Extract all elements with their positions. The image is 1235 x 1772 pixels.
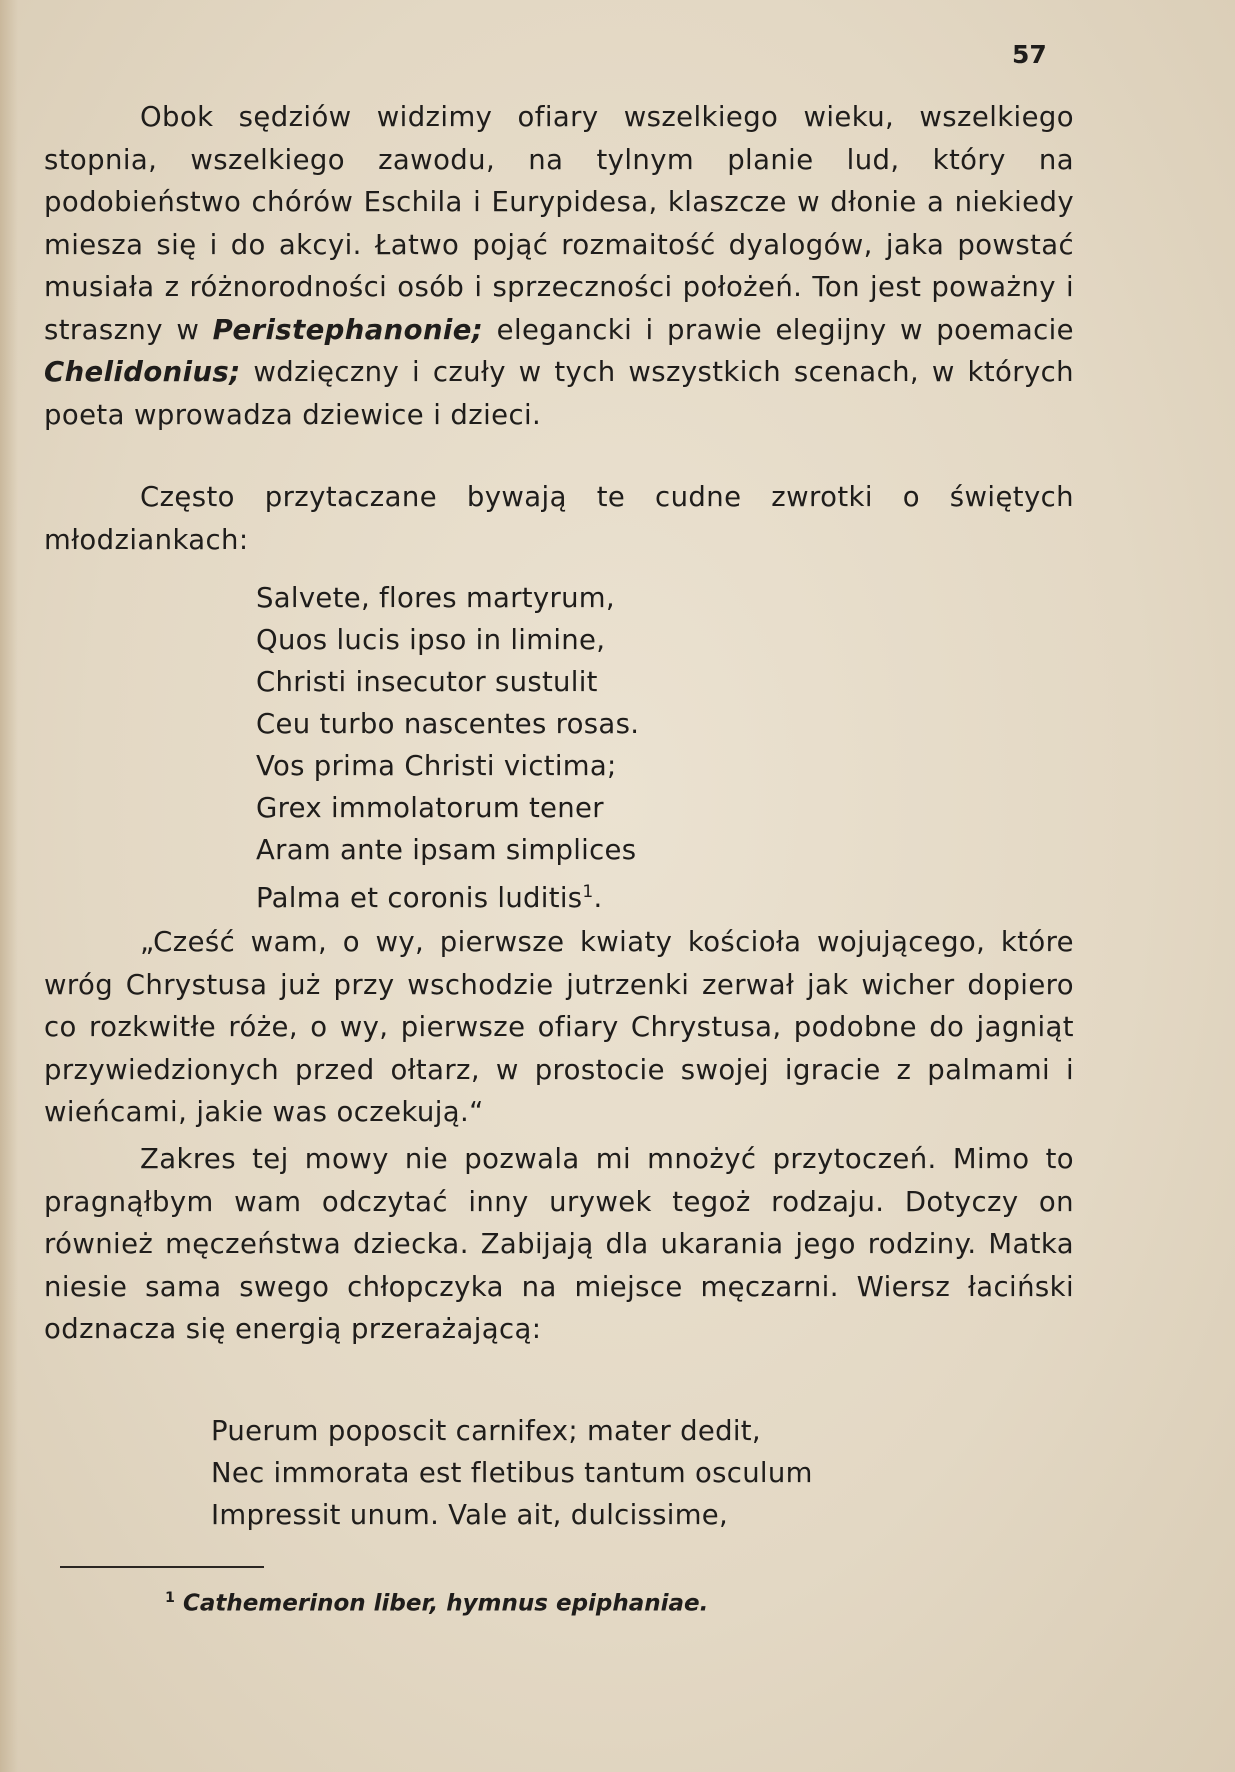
verse-line: Impressit unum. Vale ait, dulcissime, — [211, 1499, 729, 1531]
verse-line-text: Palma et coronis luditis — [256, 882, 583, 915]
paragraph-2-text: Często przytaczane bywają te cudne zwrotki o świętych młodziankach: — [44, 481, 1074, 556]
verse-line: Christi insecutor sustulit — [256, 666, 598, 698]
paragraph-1 — [44, 96, 1074, 436]
verse-line: Aram ante ipsam simplices — [256, 834, 637, 866]
verse-line-last — [256, 871, 639, 919]
verse-line: Salvete, flores martyrum, — [256, 582, 615, 614]
title-peristephanon: Peristephanonie; — [212, 313, 484, 346]
footnote — [165, 1590, 708, 1617]
footnote-text: Cathemerinon liber, hymnus epiphaniae. — [182, 1590, 709, 1617]
paragraph-1-part-3: wdzięczny i czuły w tych wszystkich scenach, w których poeta wprowadza dziewice i dzieci. — [44, 356, 1074, 431]
verse-line: Quos lucis ipso in limine, — [256, 624, 606, 656]
page-edge-shadow — [0, 0, 18, 1772]
footnote-marker: 1 — [165, 1590, 175, 1606]
footnote-reference: 1 — [582, 882, 594, 902]
paragraph-3 — [44, 921, 1074, 1134]
verse-end-punctuation: . — [593, 882, 603, 915]
latin-verse-1 — [256, 577, 639, 919]
verse-line: Vos prima Christi victima; — [256, 750, 617, 782]
paragraph-2 — [44, 476, 1074, 561]
verse-line: Puerum poposcit carnifex; mater dedit, — [211, 1415, 761, 1447]
page-number: 57 — [1012, 40, 1047, 69]
paragraph-3-text: „Cześć wam, o wy, pierwsze kwiaty kościoła wojującego, które wróg Chrystusa już przy wschodzie jutrzenki zerwał jak wicher dopiero co rozkwitłe róże, o wy, pierwsze ofiary Chrystusa, podobne do jagniąt przywiedzionych przed ołtarz, w prostocie swojej igracie z palmami i wieńcami, jakie was oczekują.“ — [44, 926, 1074, 1128]
title-chelidonius: Chelidonius; — [44, 356, 241, 388]
paragraph-1-part-2: elegancki i prawie elegijny w poemacie — [483, 313, 1074, 346]
footnote-divider — [60, 1566, 264, 1568]
verse-line: Ceu turbo nascentes rosas. — [256, 708, 640, 740]
paragraph-4 — [44, 1138, 1074, 1351]
paragraph-1-part-1: Obok sędziów widzimy ofiary wszelkiego wieku, wszelkiego stopnia, wszelkiego zawodu, na tylnym planie lud, który na podobieństwo chórów Eschila i Eurypidesa, klaszcze w dłonie a niekiedy miesza się i do akcyi. Łatwo pojąć rozmaitość dyalogów, jaka powstać musiała z różnorodności osób i sprzeczności położeń. Ton jest poważny i straszny w — [44, 101, 1074, 346]
verse-line: Grex immolatorum tener — [256, 792, 604, 824]
verse-line: Nec immorata est fletibus tantum osculum — [211, 1457, 813, 1489]
paragraph-4-text: Zakres tej mowy nie pozwala mi mnożyć przytoczeń. Mimo to pragnąłbym wam odczytać inny urywek tegoż rodzaju. Dotyczy on również męczeństwa dziecka. Zabijają dla ukarania jego rodziny. Matka niesie sama swego chłopczyka na miejsce męczarni. Wiersz łaciński odznacza się energią przerażającą: — [44, 1143, 1074, 1345]
latin-verse-2 — [211, 1410, 813, 1536]
